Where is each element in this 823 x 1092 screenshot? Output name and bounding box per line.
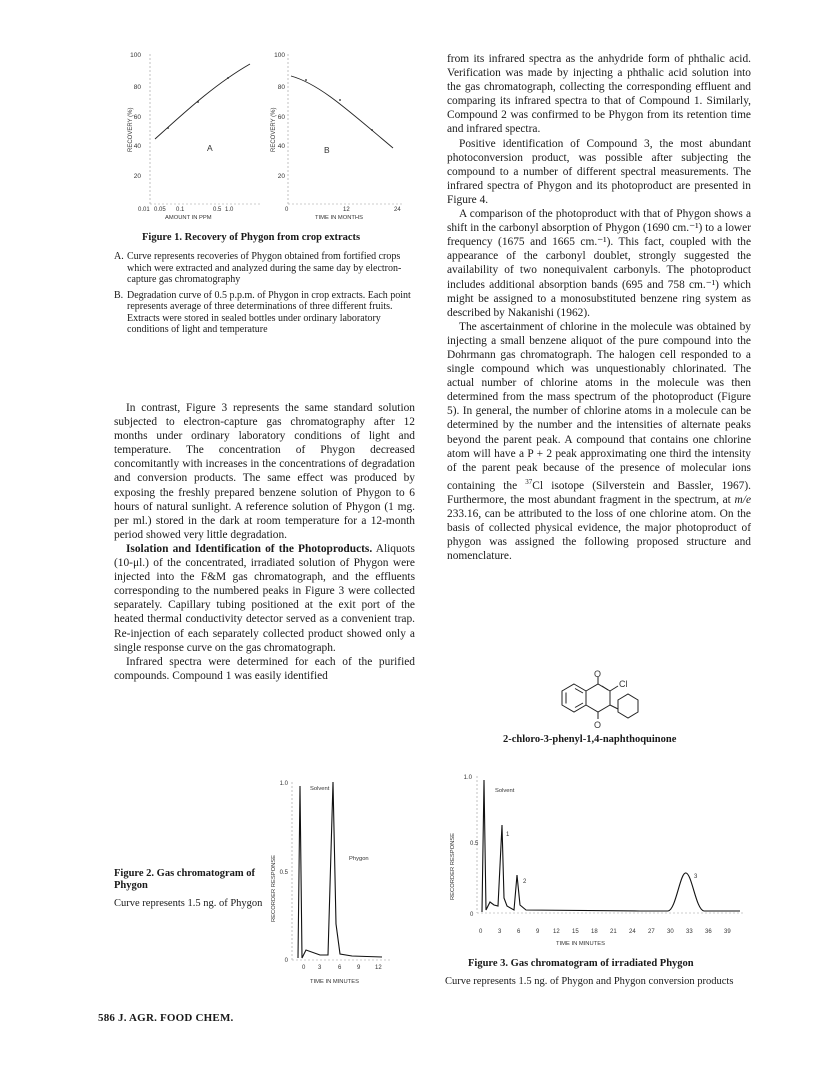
figure-2-xtick: 9 <box>357 965 361 971</box>
figure-1-title: Figure 1. Recovery of Phygon from crop extracts <box>142 232 361 243</box>
figure-3-xtick: 24 <box>629 929 636 935</box>
figure-2-ytick: 1.0 <box>279 781 288 787</box>
figure-3-xtick: 33 <box>686 929 693 935</box>
panel-a-xtick: 1.0 <box>225 207 234 213</box>
figure-2-caption: Curve represents 1.5 ng. of Phygon <box>114 898 263 909</box>
figure-3-xtick: 21 <box>610 929 617 935</box>
figure-3-xtick: 27 <box>648 929 655 935</box>
figure-1-item-b: B. Degradation curve of 0.5 p.p.m. of Phygon in crop extracts. Each point represents average of three determinations of three different fruits. Extracts were stored in sealed bottles under ordinary laboratory conditions of light and temperature <box>114 289 411 335</box>
figure-2-xtick: 0 <box>302 965 306 971</box>
panel-b-ytick-80: 80 <box>277 84 285 91</box>
chemical-structure <box>548 669 668 730</box>
figure-3-xtick: 3 <box>498 929 502 935</box>
panel-b-ytick-20: 20 <box>277 173 285 180</box>
figure-3-xlabel: TIME IN MINUTES <box>556 941 605 947</box>
figure-2-chromatogram <box>262 774 402 994</box>
structure-caption: 2-chloro-3-phenyl-1,4-naphthoquinone <box>503 734 677 745</box>
panel-b-xtick: 24 <box>394 207 401 213</box>
left-paragraph-3: Infrared spectra were determined for each of the purified compounds. Compound 1 was easily identified <box>114 655 415 682</box>
panel-a-ytick-60: 60 <box>133 114 141 121</box>
figure-2-ylabel: RECORDER RESPONSE <box>271 855 277 922</box>
panel-b-xtick: 0 <box>285 207 289 213</box>
figure-2-peak-solvent: Solvent <box>310 786 330 792</box>
panel-a-ylabel: RECOVERY (%) <box>128 107 134 152</box>
figure-2-xtick: 3 <box>318 965 322 971</box>
figure-3-ytick: 0.5 <box>470 841 479 847</box>
section-heading: Isolation and Identification of the Photoproducts. <box>126 542 373 555</box>
panel-b-ylabel: RECOVERY (%) <box>271 107 277 152</box>
figure-3-ylabel: RECORDER RESPONSE <box>450 833 456 900</box>
panel-b-point <box>339 99 341 101</box>
panel-a-letter: A <box>207 143 213 153</box>
figure-2-ytick: 0 <box>284 958 288 964</box>
panel-b-letter: B <box>324 145 330 155</box>
left-column <box>114 401 415 683</box>
figure-3-xtick: 39 <box>724 929 731 935</box>
panel-a-curve <box>155 64 250 139</box>
figure-3-xtick: 15 <box>572 929 579 935</box>
right-paragraph-4: The ascertainment of chlorine in the molecule was obtained by injecting a small benzene aliquot of the pure compound into the Dohrmann gas chromatograph. The halogen cell responded to a single compound which was unquestionably chlorinated. The actual number of chlorine atoms in the molecule was then determined from the mass spectrum of the photoproduct (Figure 5). In general, the number of chlorine atoms in a molecule can be determined by the number and the intensities of alternate peaks beyond the parent peak. A compound that contains one chlorine atom will have a P + 2 peak approximating one third the intensity of the parent peak because of the presence of molecular ions containing the $^{37}$Cl isotope (Silverstein and Bassler, 1967). Furthermore, the most abundant fragment in the spectrum, at m/e 233.16, can be attributed to the loss of one chlorine atom. On the basis of collected physical evidence, the major photoproduct of phygon was assigned the following proposed structure and nomenclature. <box>447 320 751 563</box>
panel-b-point <box>305 79 307 81</box>
panel-b-curve <box>291 76 393 148</box>
figure-2-title: Figure 2. Gas chromatogram of Phygon <box>114 868 256 891</box>
panel-b-xtick: 12 <box>343 207 350 213</box>
panel-b-ytick-40: 40 <box>277 143 285 150</box>
panel-b-ytick-100: 100 <box>274 52 285 59</box>
figure-2-xlabel: TIME IN MINUTES <box>310 979 359 985</box>
panel-a-ytick-20: 20 <box>133 173 141 180</box>
figure-2-xtick: 6 <box>338 965 342 971</box>
figure-2-trace <box>298 782 382 958</box>
panel-a <box>128 52 260 221</box>
panel-b-ytick-60: 60 <box>277 114 285 121</box>
figure-3-peak-2: 2 <box>523 879 527 885</box>
figure-3-peak-3: 3 <box>694 874 698 880</box>
right-paragraph-3: A comparison of the photoproduct with that of Phygon shows a shift in the carbonyl absorption of Phygon (1690 cm.⁻¹) to a lower frequency (1675 and 1665 cm.⁻¹). This fact, coupled with the appearance of the carbonyl doublet, strongly suggested the availability of two nonequivalent carbonyls. The photoproduct includes additional absorption bands (695 and 758 cm.⁻¹) which might be assigned to a monosubstituted benzene ring system as described by Nakanishi (1962). <box>447 208 751 319</box>
right-paragraph-2: Positive identification of Compound 3, the most abundant photoconversion product, was possible after subjecting the compound to a number of different spectral measurements. The infrared spectra of Phygon and its photoproduct are presented in Figure 4. <box>447 137 751 206</box>
panel-a-ytick-80: 80 <box>133 84 141 91</box>
panel-a-xtick: 0.5 <box>213 207 222 213</box>
left-paragraph-1: In contrast, Figure 3 represents the same standard solution subjected to electron-capture gas chromatography after 12 months under ordinary laboratory conditions of light and temperature. The concentration of Phygon decreased concomitantly with increases in the concentrations of degradation and conversion products. The same effect was produced by exposing the freshly prepared benzene solution of Phygon to 6 hours of natural sunlight. A reference solution of Phygon (1 mg. per ml.) stored in the dark at room temperature for a 12-month period showed very little degradation. <box>114 402 415 541</box>
figure-1-plots <box>110 44 410 224</box>
figure-3-xtick: 12 <box>553 929 560 935</box>
figure-3-trace <box>482 780 740 912</box>
panel-a-xtick: 0.01 <box>138 207 150 213</box>
figure-3-xtick: 18 <box>591 929 598 935</box>
atom-o-bottom: O <box>594 720 602 730</box>
figure-3-xtick: 9 <box>536 929 540 935</box>
figure-3-title: Figure 3. Gas chromatogram of irradiated Phygon <box>468 958 694 969</box>
figure-3-chromatogram <box>440 770 760 952</box>
panel-a-ytick-40: 40 <box>133 143 141 150</box>
atom-o-top: O <box>594 669 602 679</box>
right-column <box>447 52 751 563</box>
figure-3-xtick: 30 <box>667 929 674 935</box>
figure-3-ytick: 0 <box>470 912 474 918</box>
figure-2-peak-phygon: Phygon <box>349 856 369 862</box>
figure-3-peak-solvent: Solvent <box>495 788 515 794</box>
panel-a-point <box>227 77 229 79</box>
panel-a-point <box>197 101 199 103</box>
right-paragraph-1: from its infrared spectra as the anhydride form of phthalic acid. Verification was made by injecting a phthalic acid solution into the gas chromatograph, collecting the corresponding effluent and comparing its infrared spectra to that of Compound 1. Similarly, Compound 2 was confirmed to be Phygon from its retention time and infrared spectra. <box>447 53 751 136</box>
panel-a-xlabel: AMOUNT IN PPM <box>165 215 212 221</box>
panel-a-xtick: 0.05 <box>154 207 166 213</box>
figure-3-xtick: 36 <box>705 929 712 935</box>
left-paragraph-2: Isolation and Identification of the Photoproducts. Aliquots (10-μl.) of the concentrated, irradiated solution of Phygon were injected into the F&M gas chromatograph, and the effluents corresponding to the numbered peaks in Figure 3 were collected separately. Capillary tubing positioned at the exit port of the heated thermal conductivity detector served as a convenient trap. Re-injection of each separately collected product showed only a single response curve on the gas chromatograph. <box>114 542 415 654</box>
figure-3-caption: Curve represents 1.5 ng. of Phygon and Phygon conversion products <box>445 976 734 987</box>
panel-b-xlabel: TIME IN MONTHS <box>315 215 363 221</box>
figure-3-xtick: 6 <box>517 929 521 935</box>
panel-b-point <box>371 129 373 131</box>
figure-1-caption <box>114 251 412 340</box>
figure-3-xtick: 0 <box>479 929 483 935</box>
atom-cl: Cl <box>619 679 628 689</box>
page-footer: 586 J. AGR. FOOD CHEM. <box>98 1012 234 1024</box>
panel-a-point <box>167 127 169 129</box>
panel-a-xtick: 0.1 <box>176 207 185 213</box>
panel-b <box>271 52 402 221</box>
figure-1-item-a: A. Curve represents recoveries of Phygon obtained from fortified crops which were extracted and analyzed during the same day by electron-capture gas chromatography <box>114 251 402 285</box>
figure-3-peak-1: 1 <box>506 832 510 838</box>
panel-a-ytick-100: 100 <box>130 52 141 59</box>
figure-2-xtick: 12 <box>375 965 382 971</box>
figure-3-ytick: 1.0 <box>463 775 472 781</box>
figure-2-ytick: 0.5 <box>279 870 288 876</box>
